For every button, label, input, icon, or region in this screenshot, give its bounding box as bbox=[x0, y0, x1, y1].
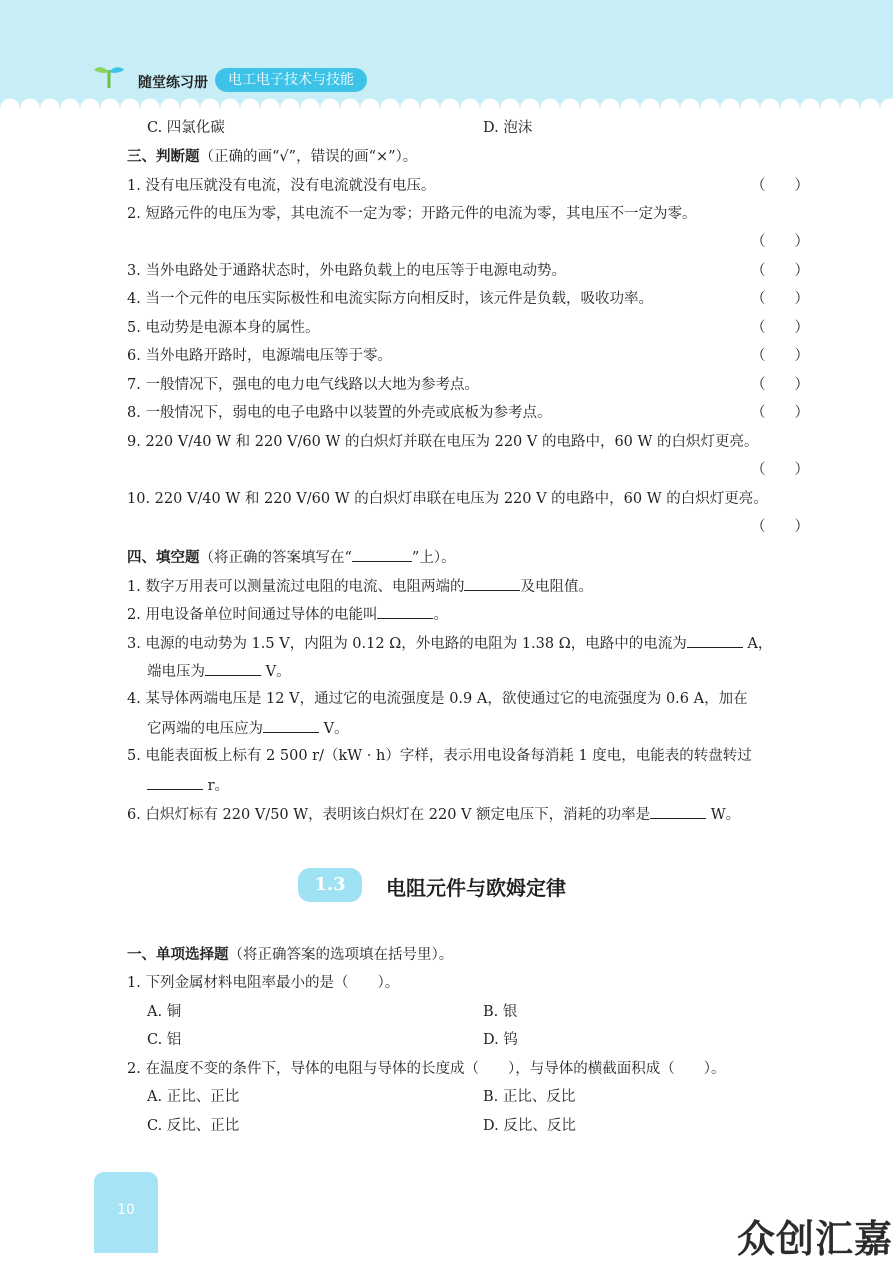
judge-item-4: 4. 当一个元件的电压实际极性和电流实际方向相反时，该元件是负载，吸收功率。 bbox=[127, 291, 653, 307]
fill-item-2 bbox=[127, 603, 448, 625]
answer-blank-4[interactable] bbox=[263, 717, 319, 733]
option-1b[interactable]: B. 银 bbox=[483, 1004, 518, 1020]
judge-title: 三、判断题 bbox=[127, 149, 200, 165]
book-title-pill: 电工电子技术与技能 bbox=[215, 68, 367, 92]
single-item-1: 1. 下列金属材料电阻率最小的是（ ）。 bbox=[127, 975, 400, 991]
fill-q3-text: 3. 电源的电动势为 1.5 V，内阻为 0.12 Ω，外电路的电阻为 1.38 Ω，电路中的电流为 bbox=[127, 636, 687, 652]
option-2d[interactable]: D. 反比、反比 bbox=[483, 1118, 576, 1134]
page-number-tab bbox=[94, 1172, 158, 1253]
judge-item-2: 2. 短路元件的电压为零，其电流不一定为零；开路元件的电流为零，其电压不一定为零。 bbox=[127, 206, 697, 222]
header-band bbox=[0, 0, 893, 108]
judge-note: （正确的画“√”，错误的画“×”）。 bbox=[199, 149, 418, 165]
single-heading bbox=[127, 945, 453, 965]
fill-q1-text: 1. 数字万用表可以测量流过电阻的电流、电阻两端的 bbox=[127, 579, 465, 595]
watermark: 众创汇嘉 bbox=[737, 1217, 893, 1261]
judge-item-9: 9. 220 V/40 W 和 220 V/60 W 的白炽灯并联在电压为 220 V 的电路中，60 W 的白炽灯更亮。 bbox=[127, 434, 759, 450]
sprout-logo-icon bbox=[92, 60, 126, 90]
single-note: （将正确答案的选项填在括号里）。 bbox=[228, 947, 454, 963]
answer-paren-4[interactable]: （ ） bbox=[751, 291, 809, 307]
judge-item-7: 7. 一般情况下，强电的电力电气线路以大地为参考点。 bbox=[127, 377, 479, 393]
judge-item-10: 10. 220 V/40 W 和 220 V/60 W 的白炽灯串联在电压为 220 V 的电路中，60 W 的白炽灯更亮。 bbox=[127, 491, 768, 507]
answer-blank-6[interactable] bbox=[650, 803, 706, 819]
fill-q4b-unit: V。 bbox=[319, 721, 349, 737]
page-number: 10 bbox=[117, 1202, 135, 1218]
judge-item-3: 3. 当外电路处于通路状态时，外电路负载上的电压等于电源电动势。 bbox=[127, 263, 566, 279]
blank-example bbox=[352, 546, 412, 562]
fill-note-post: ”上）。 bbox=[411, 550, 456, 566]
answer-paren-9[interactable]: （ ） bbox=[751, 462, 809, 478]
fill-q2-tail: 。 bbox=[433, 607, 448, 623]
fill-note-pre: （将正确的答案填写在“ bbox=[199, 550, 352, 566]
option-1c[interactable]: C. 铝 bbox=[147, 1032, 182, 1048]
fill-q3-unit: A， bbox=[742, 636, 773, 652]
fill-q6-text: 6. 白炽灯标有 220 V/50 W，表明该白炽灯在 220 V 额定电压下，消耗的功率是 bbox=[127, 807, 651, 823]
fill-q1-tail: 及电阻值。 bbox=[520, 579, 593, 595]
answer-paren-3[interactable]: （ ） bbox=[751, 263, 809, 279]
judge-item-6: 6. 当外电路开路时，电源端电压等于零。 bbox=[127, 348, 392, 364]
answer-paren-10[interactable]: （ ） bbox=[751, 519, 809, 535]
answer-blank-3b[interactable] bbox=[205, 660, 261, 676]
answer-blank-1[interactable] bbox=[464, 575, 520, 591]
answer-blank-3a[interactable] bbox=[687, 632, 743, 648]
single-item-2: 2. 在温度不变的条件下，导体的电阻与导体的长度成（ ），与导体的横截面积成（ ）。 bbox=[127, 1061, 726, 1077]
fill-q6-unit: W。 bbox=[706, 807, 741, 823]
header-wave-edge bbox=[0, 94, 893, 108]
option-1d[interactable]: D. 钨 bbox=[483, 1032, 518, 1048]
option-1a[interactable]: A. 铜 bbox=[147, 1004, 182, 1020]
prev-option-c: C. 四氯化碳 bbox=[147, 120, 225, 136]
fill-item-4: 4. 某导体两端电压是 12 V，通过它的电流强度是 0.9 A，欲使通过它的电流强度为 0.6 A，加在 bbox=[127, 691, 748, 707]
answer-blank-2[interactable] bbox=[377, 603, 433, 619]
answer-paren-7[interactable]: （ ） bbox=[751, 377, 809, 393]
judge-heading bbox=[127, 147, 417, 167]
answer-blank-5[interactable] bbox=[147, 774, 203, 790]
option-2c[interactable]: C. 反比、正比 bbox=[147, 1118, 240, 1134]
section-number-badge: 1.3 bbox=[298, 868, 362, 902]
answer-paren-5[interactable]: （ ） bbox=[751, 320, 809, 336]
judge-item-1: 1. 没有电压就没有电流，没有电流就没有电压。 bbox=[127, 178, 436, 194]
judge-item-5: 5. 电动势是电源本身的属性。 bbox=[127, 320, 320, 336]
fill-q3b-unit: V。 bbox=[261, 664, 291, 680]
fill-title: 四、填空题 bbox=[127, 550, 200, 566]
brand-label: 随堂练习册 bbox=[138, 75, 208, 91]
single-title: 一、单项选择题 bbox=[127, 947, 229, 963]
fill-q3b-text: 端电压为 bbox=[147, 664, 205, 680]
answer-paren-8[interactable]: （ ） bbox=[751, 405, 809, 421]
fill-item-3-cont bbox=[147, 660, 291, 682]
fill-item-1 bbox=[127, 575, 593, 597]
fill-q5b-unit: r。 bbox=[203, 778, 230, 794]
fill-q4b-text: 它两端的电压应为 bbox=[147, 721, 263, 737]
answer-paren-6[interactable]: （ ） bbox=[751, 348, 809, 364]
fill-q2-text: 2. 用电设备单位时间通过导体的电能叫 bbox=[127, 607, 378, 623]
answer-paren-1[interactable]: （ ） bbox=[751, 178, 809, 194]
fill-item-3 bbox=[127, 632, 772, 654]
option-2a[interactable]: A. 正比、正比 bbox=[147, 1089, 240, 1105]
prev-option-d: D. 泡沫 bbox=[483, 120, 533, 136]
answer-paren-2[interactable]: （ ） bbox=[751, 234, 809, 250]
fill-heading bbox=[127, 546, 456, 568]
fill-item-6 bbox=[127, 803, 740, 825]
section-title: 电阻元件与欧姆定律 bbox=[386, 876, 566, 900]
option-2b[interactable]: B. 正比、反比 bbox=[483, 1089, 576, 1105]
fill-item-5-cont bbox=[147, 774, 229, 796]
judge-item-8: 8. 一般情况下，弱电的电子电路中以装置的外壳或底板为参考点。 bbox=[127, 405, 552, 421]
fill-item-4-cont bbox=[147, 717, 349, 739]
fill-item-5: 5. 电能表面板上标有 2 500 r/（kW · h）字样，表示用电设备每消耗 1 度电，电能表的转盘转过 bbox=[127, 748, 752, 764]
